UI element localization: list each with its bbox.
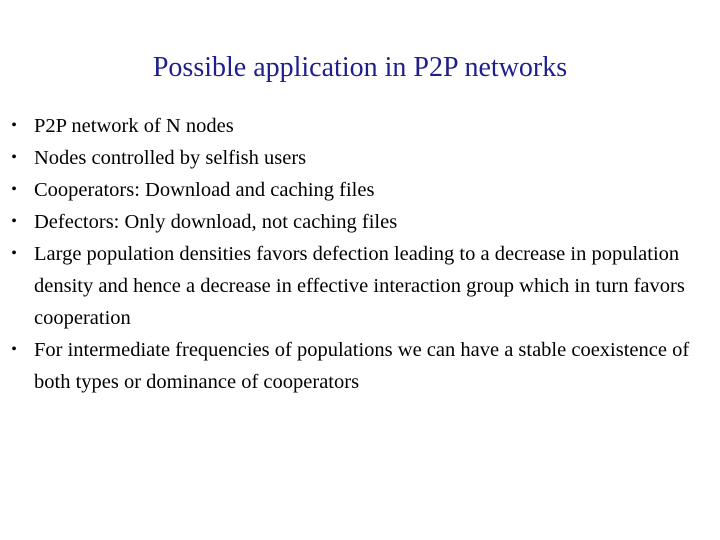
bullet-item	[0, 334, 720, 398]
bullet-item	[0, 206, 720, 238]
bullet-icon: •	[11, 149, 17, 166]
bullet-text: For intermediate frequencies of populations we can have a stable coexistence of both types or dominance of cooperators	[34, 339, 690, 393]
bullet-icon: •	[11, 245, 17, 262]
bullet-icon: •	[11, 117, 17, 134]
bullet-text: Defectors: Only download, not caching files	[34, 211, 398, 233]
slide-title: Possible application in P2P networks	[152, 52, 568, 83]
bullet-text: Large population densities favors defection leading to a decrease in population density and hence a decrease in effective interaction group which in turn favors cooperation	[34, 243, 685, 329]
bullet-item	[0, 238, 720, 334]
bullet-item	[0, 110, 720, 142]
bullet-icon: •	[11, 341, 17, 358]
bullet-text: Cooperators: Download and caching files	[34, 179, 375, 201]
bullet-item	[0, 142, 720, 174]
bullet-item	[0, 174, 720, 206]
bullet-list	[0, 110, 720, 398]
bullet-text: Nodes controlled by selfish users	[34, 147, 307, 169]
bullet-icon: •	[11, 181, 17, 198]
bullet-icon: •	[11, 213, 17, 230]
bullet-text: P2P network of N nodes	[34, 115, 234, 137]
